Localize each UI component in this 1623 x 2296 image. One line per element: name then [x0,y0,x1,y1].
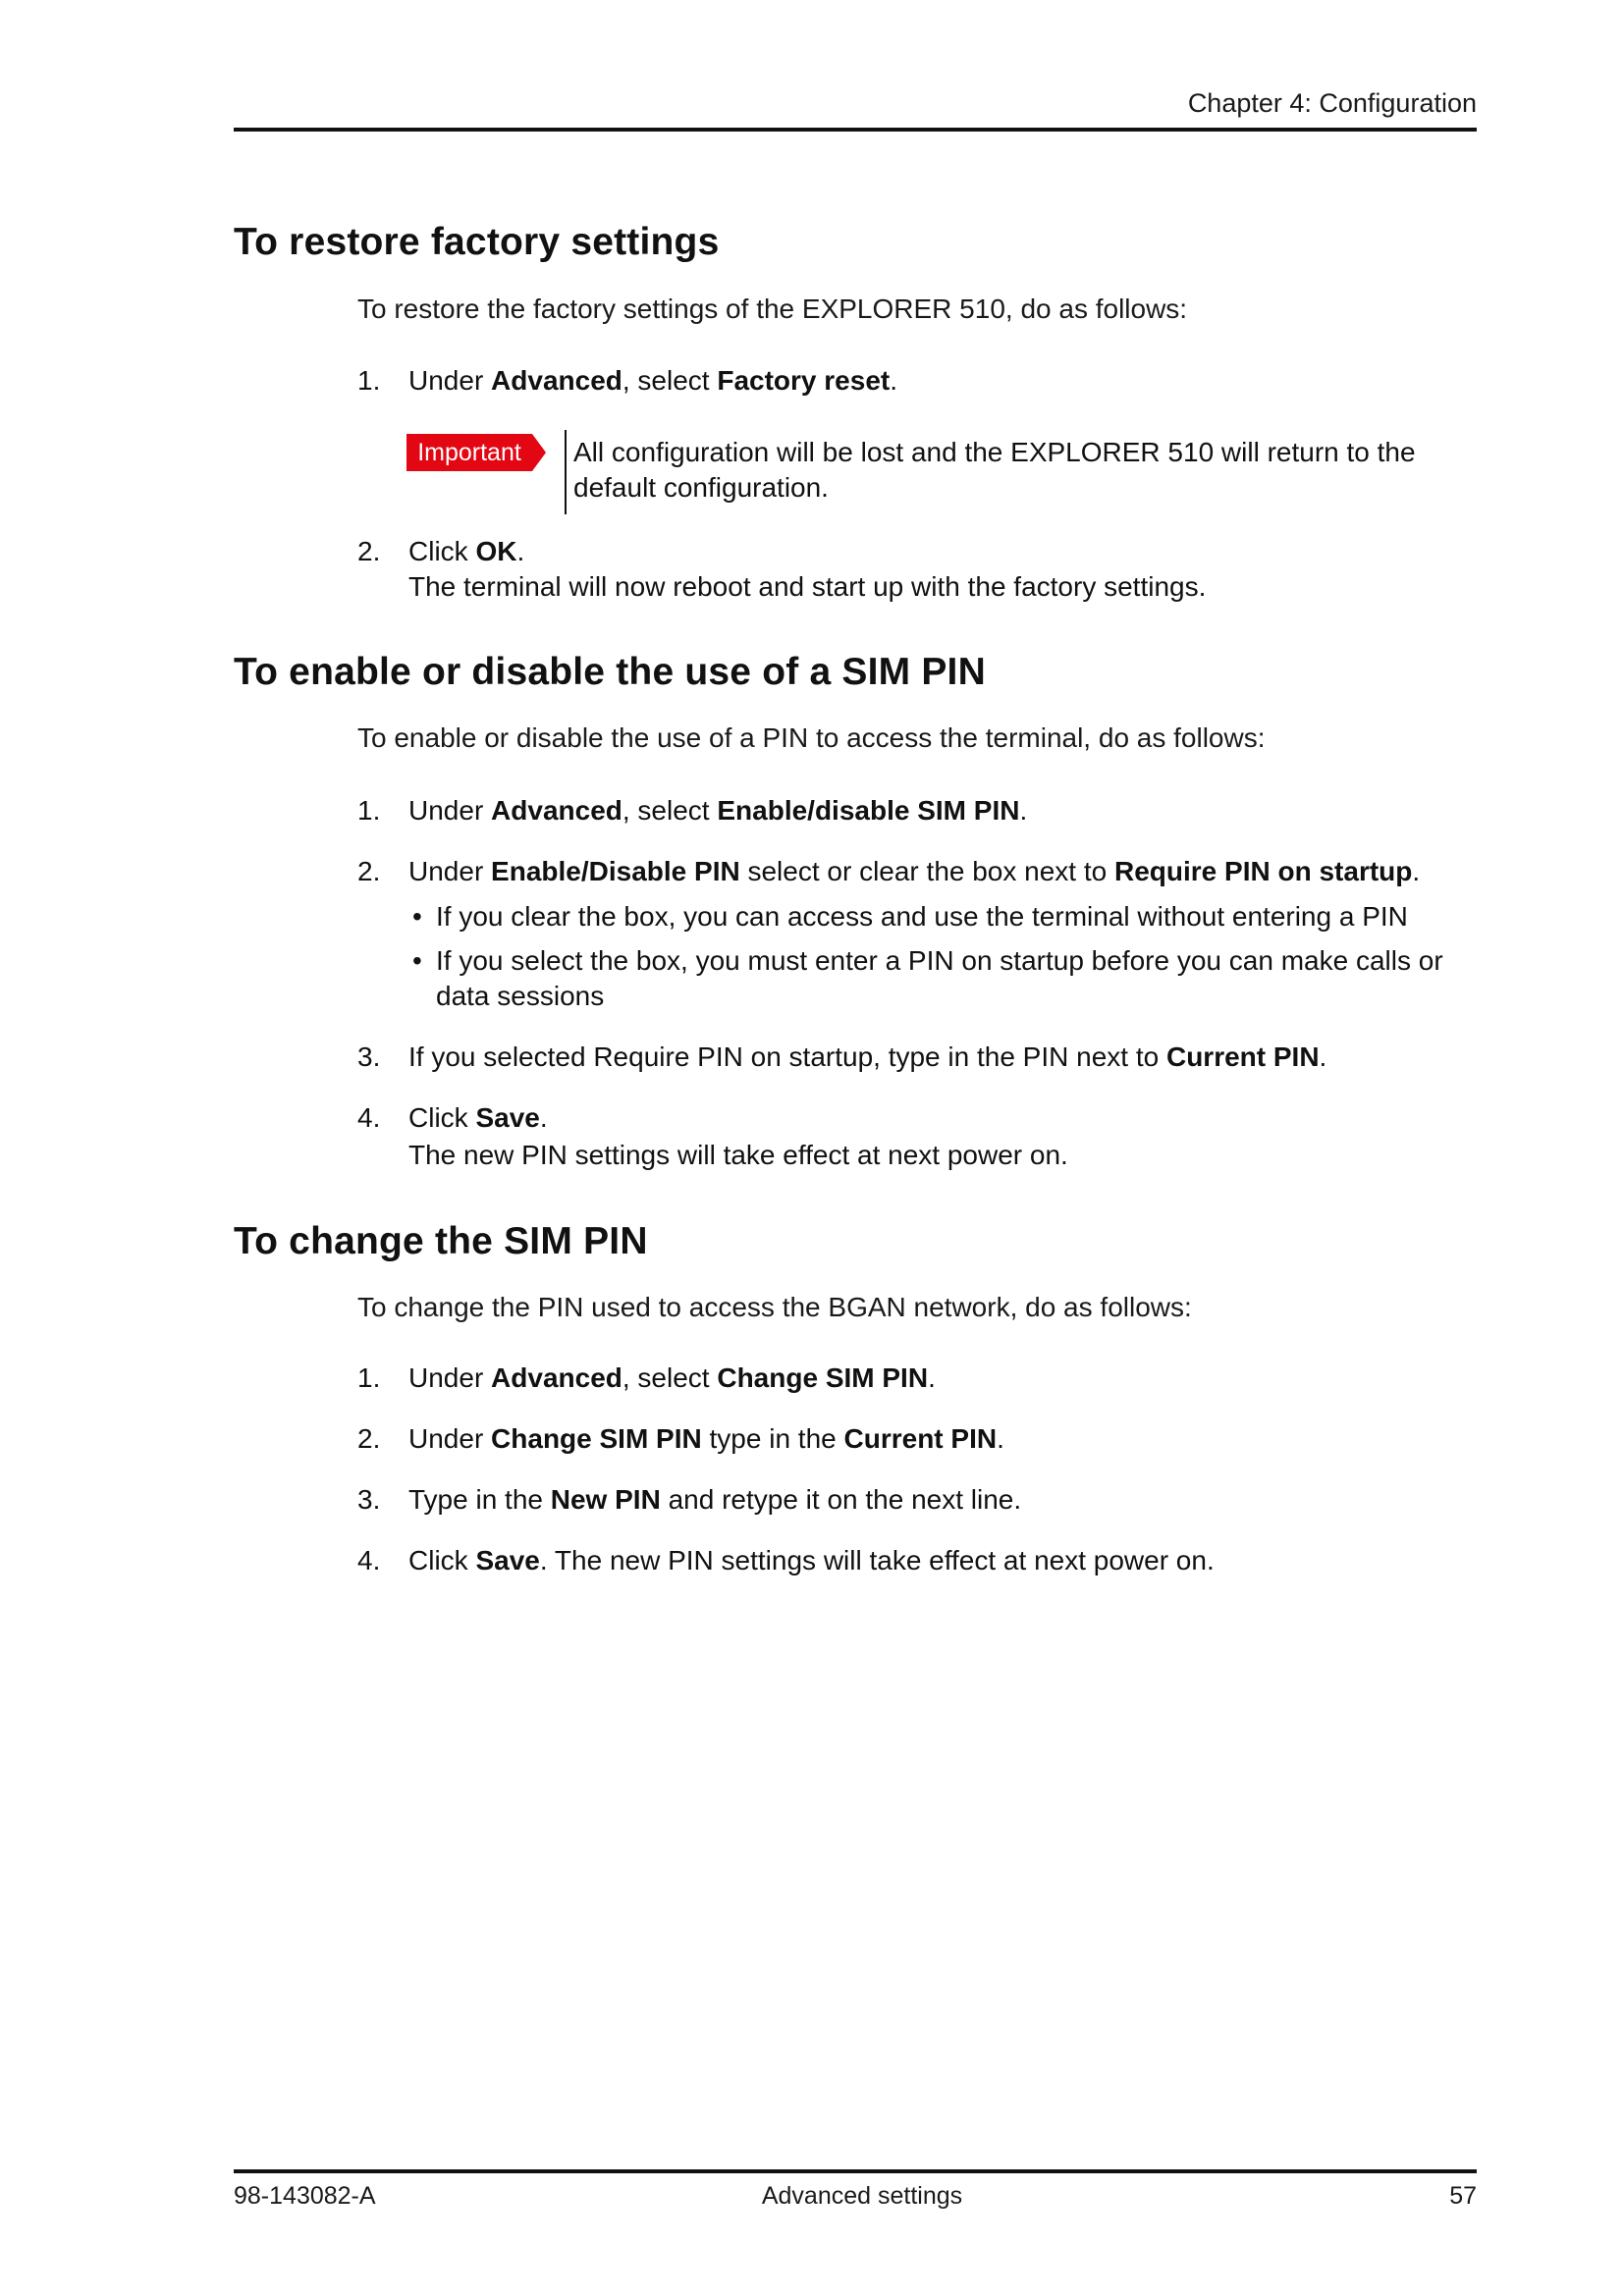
section-intro: To change the PIN used to access the BGAN network, do as follows: [357,1292,1192,1322]
page-number: 57 [1449,2182,1477,2210]
bullet-item: If you clear the box, you can access and use the terminal without entering a PIN [436,901,1408,932]
footer-rule [234,2169,1477,2173]
step-note: The terminal will now reboot and start up with the factory settings. [408,571,1207,602]
step-note: The new PIN settings will take effect at next power on. [408,1140,1068,1170]
step-number: 1. [357,1362,381,1393]
step-text: Click Save. [408,1102,548,1133]
step-text: If you selected Require PIN on startup, type in the PIN next to Current PIN. [408,1041,1327,1072]
important-divider [565,430,567,514]
step-text: Under Advanced, select Enable/disable SIM PIN. [408,795,1028,826]
step-text: Under Advanced, select Change SIM PIN. [408,1362,936,1393]
header-rule [234,128,1477,132]
bullet-item: If you select the box, you must enter a PIN on startup before you can make calls or data sessions [436,945,1443,1011]
arrow-right-icon [532,434,546,471]
bullet-icon: • [412,901,422,932]
step-number: 2. [357,856,381,886]
step-number: 4. [357,1545,381,1575]
step-number: 1. [357,795,381,826]
step-number: 3. [357,1041,381,1072]
step-text: Type in the New PIN and retype it on the next line. [408,1484,1022,1515]
step-number: 2. [357,1423,381,1454]
running-header: Chapter 4: Configuration [1187,88,1477,118]
section-intro: To enable or disable the use of a PIN to access the terminal, do as follows: [357,722,1266,753]
step-number: 3. [357,1484,381,1515]
step-text: Click OK. [408,536,525,566]
section-title-change-pin: To change the SIM PIN [234,1220,648,1262]
important-badge [406,434,546,471]
bullet-icon: • [412,945,422,976]
doc-number: 98-143082-A [234,2182,376,2210]
step-number: 4. [357,1102,381,1133]
important-note: All configuration will be lost and the EXPLORER 510 will return to the default configuration. [573,437,1416,503]
section-title-restore: To restore factory settings [234,221,720,263]
important-label: Important [406,434,532,471]
footer-section: Advanced settings [761,2182,963,2210]
step-number: 1. [357,365,381,396]
step-text: Under Enable/Disable PIN select or clear the box next to Require PIN on startup. [408,856,1421,886]
section-intro: To restore the factory settings of the EXPLORER 510, do as follows: [357,294,1188,324]
step-number: 2. [357,536,381,566]
step-text: Under Advanced, select Factory reset. [408,365,898,396]
step-text: Under Change SIM PIN type in the Current PIN. [408,1423,1004,1454]
step-text: Click Save. The new PIN settings will take effect at next power on. [408,1545,1215,1575]
section-title-enable-pin: To enable or disable the use of a SIM PIN [234,651,986,693]
